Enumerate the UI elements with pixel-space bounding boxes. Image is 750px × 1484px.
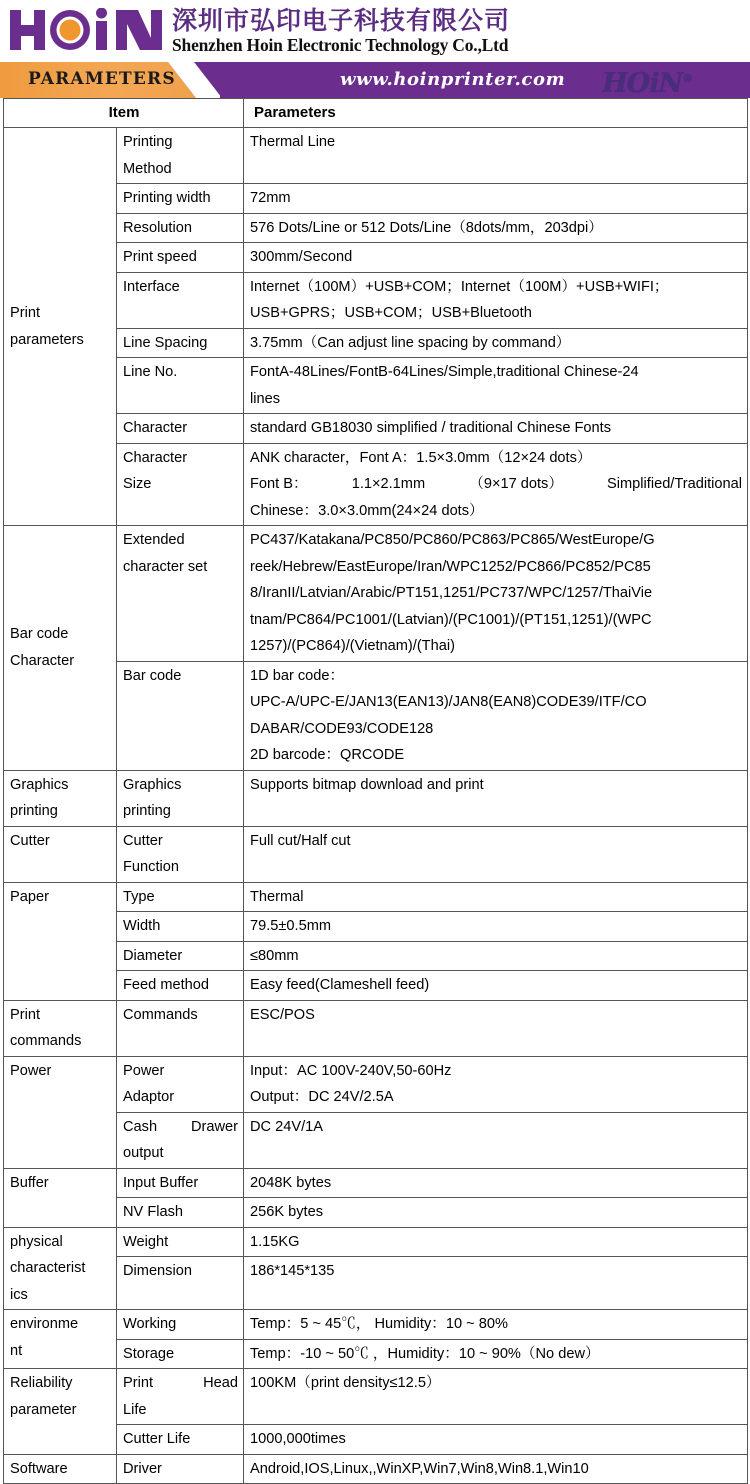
value-line2-part1: Font B：: [250, 476, 308, 492]
brand-logo-group: [602, 63, 746, 97]
banner-title: PARAMETERS: [28, 69, 176, 89]
subcat-print-head-life: [117, 1369, 244, 1425]
value-resolution: 576 Dots/Line or 512 Dots/Line（8dots/mm，203dpi）: [244, 213, 748, 243]
category-buffer: Buffer: [4, 1168, 117, 1227]
subcat-paper-diameter: Diameter: [117, 941, 244, 971]
category-label-line2: characterist: [10, 1260, 86, 1276]
subcat-label-part2: Head: [203, 1375, 238, 1391]
category-label-line1: environme: [10, 1316, 79, 1332]
subcat-label-line2: character set: [123, 558, 208, 575]
table-row: [4, 128, 748, 184]
subcat-label-line2: Adaptor: [123, 1089, 175, 1105]
subcat-interface: Interface: [117, 272, 244, 328]
value-printing-method: Thermal Line: [244, 128, 748, 184]
subcat-printing-method: [117, 128, 244, 184]
value-storage: Temp：-10 ~ 50℃ ，Humidity：10 ~ 90%（No dew）: [244, 1339, 748, 1369]
registered-trademark-icon: ®: [681, 72, 692, 85]
table-row: [4, 1168, 748, 1198]
value-line-no: [244, 358, 748, 414]
subcat-storage: Storage: [117, 1339, 244, 1369]
value-line2: [250, 471, 742, 498]
value-line4: 2D barcode：QRCODE: [250, 747, 405, 763]
table-row: [4, 1310, 748, 1340]
subcat-label-line2: Function: [123, 859, 179, 875]
value-cutter-function: Full cut/Half cut: [244, 826, 748, 882]
subcat-extended-character-set: [117, 526, 244, 662]
table-row: [4, 1056, 748, 1112]
subcat-power-adaptor: [117, 1056, 244, 1112]
brand-name-cn: 弘印电子: [694, 68, 746, 86]
value-paper-type: Thermal: [244, 882, 748, 912]
table-row: [4, 1227, 748, 1257]
table-header-row: [4, 99, 748, 128]
value-nv-flash: 256K bytes: [244, 1198, 748, 1228]
table-row: [4, 1369, 748, 1425]
value-character: standard GB18030 simplified / traditional Chinese Fonts: [244, 414, 748, 444]
subcat-label-line1: Cutter: [123, 832, 163, 849]
value-input-buffer: 2048K bytes: [244, 1168, 748, 1198]
subcat-label-line1: [123, 1114, 238, 1141]
category-label-line1: Reliability: [10, 1375, 73, 1391]
value-line2-part2: 1.1×2.1mm: [351, 476, 426, 492]
brand-script-logo: [602, 63, 692, 98]
subcat-label-line1: Extended: [123, 532, 185, 548]
value-barcode: [244, 661, 748, 770]
subcat-line-spacing: Line Spacing: [117, 328, 244, 358]
subcat-nv-flash: NV Flash: [117, 1198, 244, 1228]
column-header-item: Item: [4, 99, 244, 128]
subcat-character: Character: [117, 414, 244, 444]
value-line3: DABAR/CODE93/CODE128: [250, 720, 434, 737]
value-character-size: [244, 443, 748, 526]
category-print-commands: [4, 1000, 117, 1056]
value-paper-width: 79.5±0.5mm: [244, 912, 748, 942]
value-line1: ANK character，Font A：1.5×3.0mm（12×24 dots）: [250, 449, 592, 466]
subcat-cutter-function: [117, 826, 244, 882]
specifications-table: [3, 98, 748, 1484]
subcat-paper-type: Type: [117, 882, 244, 912]
hoin-logo: [10, 8, 162, 52]
category-reliability-parameter: [4, 1369, 117, 1455]
value-line3: Chinese：3.0×3.0mm(24×24 dots）: [250, 502, 484, 519]
subcat-label-line2: Size: [123, 476, 152, 492]
company-name-en: Shenzhen Hoin Electronic Technology Co.,Ltd: [172, 35, 509, 55]
company-names: [172, 6, 510, 55]
category-label-line2: nt: [10, 1342, 23, 1359]
category-label-line1: physical: [10, 1233, 63, 1250]
value-line1: FontA-48Lines/FontB-64Lines/Simple,traditional Chinese-24: [250, 364, 639, 380]
value-cash-drawer-output: DC 24V/1A: [244, 1112, 748, 1168]
company-name-cn: 深圳市弘印电子科技有限公司: [172, 6, 511, 35]
subcat-label-line1: Character: [123, 449, 188, 466]
table-row: [4, 770, 748, 826]
table-row: [4, 1000, 748, 1056]
value-graphics-printing: Supports bitmap download and print: [244, 770, 748, 826]
value-line5: 1257)/(PC864)/(Vietnam)/(Thai): [250, 638, 455, 654]
subcat-label-line2: output: [123, 1145, 164, 1161]
subcat-line-no: Line No.: [117, 358, 244, 414]
value-printing-width: 72mm: [244, 184, 748, 214]
subcat-commands: Commands: [117, 1000, 244, 1056]
category-print-parameters: [4, 128, 117, 526]
category-label-line1: Bar code: [10, 626, 69, 643]
subcat-label-part1: Cash: [123, 1118, 158, 1135]
value-feed-method: Easy feed(Clameshell feed): [244, 971, 748, 1001]
subcat-dimension: Dimension: [117, 1257, 244, 1310]
subcat-feed-method: Feed method: [117, 971, 244, 1001]
value-paper-diameter: ≤80mm: [244, 941, 748, 971]
category-software: Software: [4, 1454, 117, 1484]
column-header-parameters: Parameters: [244, 99, 748, 128]
category-physical-characteristics: [4, 1227, 117, 1310]
value-print-head-life: 100KM（print density≤12.5）: [244, 1369, 748, 1425]
website-url: www.hoinprinter.com: [340, 69, 566, 90]
value-extended-character-set: [244, 526, 748, 662]
value-print-speed: 300mm/Second: [244, 243, 748, 273]
hoin-logo-icon: [10, 8, 162, 52]
subcat-label-line1: Power: [123, 1062, 165, 1079]
subcat-label-part2: Drawer: [190, 1118, 238, 1135]
category-graphics-printing: [4, 770, 117, 826]
value-interface: [244, 272, 748, 328]
subcat-label-part1: Print: [123, 1375, 154, 1391]
subcat-label-line2: Life: [123, 1401, 147, 1418]
value-cutter-life: 1000,000times: [244, 1425, 748, 1455]
subcat-label-line2: Method: [123, 160, 172, 177]
category-environment: [4, 1310, 117, 1369]
value-line2-part3: （9×17 dots）: [469, 476, 563, 492]
value-line2-part4: Simplified/Traditional: [607, 476, 742, 492]
subcat-cutter-life: Cutter Life: [117, 1425, 244, 1455]
subcat-paper-width: Width: [117, 912, 244, 942]
value-line2: Output：DC 24V/2.5A: [250, 1089, 394, 1105]
subcat-weight: Weight: [117, 1227, 244, 1257]
category-label-line2: Character: [10, 652, 75, 669]
subcat-barcode: Bar code: [117, 661, 244, 770]
subcat-working: Working: [117, 1310, 244, 1340]
category-label-line1: Print: [10, 1006, 41, 1023]
table-row: [4, 1454, 748, 1484]
subcat-label-line1: Graphics: [123, 776, 182, 793]
value-line1: Input：AC 100V-240V,50-60Hz: [250, 1062, 452, 1079]
subcat-character-size: [117, 443, 244, 526]
category-power: Power: [4, 1056, 117, 1168]
value-line2: USB+GPRS；USB+COM；USB+Bluetooth: [250, 305, 532, 321]
category-paper: Paper: [4, 882, 117, 1000]
page-header: [0, 0, 750, 62]
category-label-line2: commands: [10, 1033, 82, 1049]
parameters-banner: [0, 62, 750, 98]
value-driver: Android,IOS,Linux,,WinXP,Win7,Win8,Win8.1,Win10: [244, 1454, 748, 1484]
table-row: [4, 826, 748, 882]
brand-script-text: HOiN: [602, 68, 682, 98]
value-line1: PC437/Katakana/PC850/PC860/PC863/PC865/WestEurope/G: [250, 532, 655, 548]
value-line4: tnam/PC864/PC1001/(Latvian)/(PC1001)/(PT151,1251)/(WPC: [250, 611, 652, 628]
category-label-line2: parameter: [10, 1401, 77, 1418]
subcat-driver: Driver: [117, 1454, 244, 1484]
subcat-printing-width: Printing width: [117, 184, 244, 214]
subcat-print-speed: Print speed: [117, 243, 244, 273]
subcat-label-line1: Printing: [123, 134, 173, 150]
value-line3: 8/IranII/Latvian/Arabic/PT151,1251/PC737/WPC/1257/ThaiVie: [250, 585, 653, 601]
table-row: [4, 526, 748, 662]
value-line-spacing: 3.75mm（Can adjust line spacing by command）: [244, 328, 748, 358]
category-barcode-character: [4, 526, 117, 771]
value-line1: 1D bar code：: [250, 667, 345, 684]
value-line1: Internet（100M）+USB+COM；Internet（100M）+USB+WIFI；: [250, 278, 669, 295]
subcat-resolution: Resolution: [117, 213, 244, 243]
value-line2: reek/Hebrew/EastEurope/Iran/WPC1252/PC866/PC852/PC85: [250, 558, 651, 575]
category-label-line2: printing: [10, 803, 58, 819]
value-commands: ESC/POS: [244, 1000, 748, 1056]
value-dimension: 186*145*135: [244, 1257, 748, 1310]
value-line2: lines: [250, 390, 281, 407]
category-label-line1: Graphics: [10, 776, 69, 793]
subcat-label-line1: [123, 1370, 238, 1397]
subcat-cash-drawer-output: [117, 1112, 244, 1168]
category-label-line1: Print parameters: [10, 305, 84, 348]
value-working: Temp：5 ~ 45℃， Humidity：10 ~ 80%: [244, 1310, 748, 1340]
subcat-input-buffer: Input Buffer: [117, 1168, 244, 1198]
value-line2: UPC-A/UPC-E/JAN13(EAN13)/JAN8(EAN8)CODE39/ITF/CO: [250, 694, 647, 710]
category-label-line3: ics: [10, 1286, 28, 1303]
category-cutter: Cutter: [4, 826, 117, 882]
subcat-label-line2: printing: [123, 803, 171, 819]
value-weight: 1.15KG: [244, 1227, 748, 1257]
subcat-graphics-printing: [117, 770, 244, 826]
value-power-adaptor: [244, 1056, 748, 1112]
table-row: [4, 882, 748, 912]
